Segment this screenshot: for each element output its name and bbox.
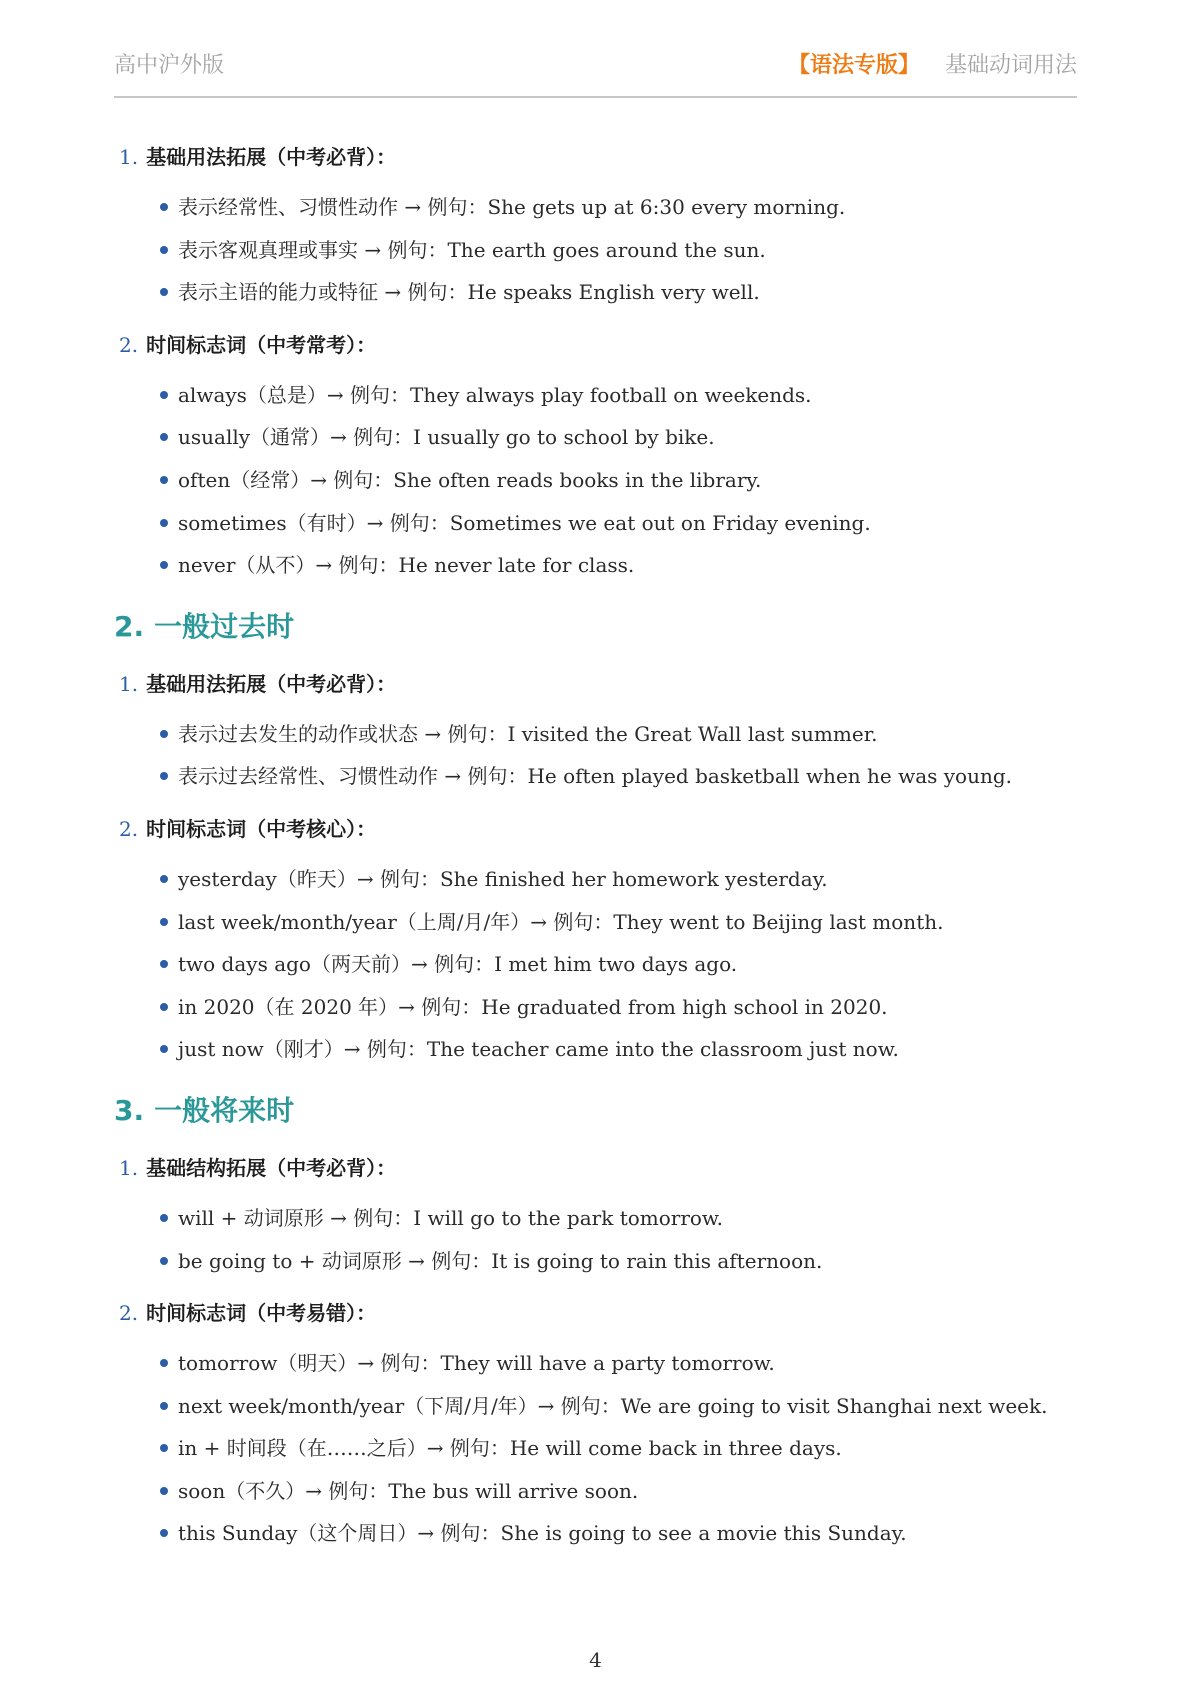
page-header [114,44,1077,98]
bullet-dot-icon [160,1045,168,1053]
list-item [114,1240,1091,1283]
section-heading [114,1093,1091,1129]
bullet-dot-icon [160,433,168,441]
list-item-text: in 2020（在 2020 年）→ 例句：He graduated from high school in 2020. [178,994,888,1019]
list-item [114,1028,1091,1071]
subsection-heading [119,1151,1091,1185]
list-item-text: tomorrow（明天）→ 例句：They will have a party tomorrow. [178,1351,775,1376]
bullet-dot-icon [160,1214,168,1222]
bullet-list [114,374,1091,587]
subsection [114,1296,1091,1555]
bullet-list [114,858,1091,1071]
section-title: 一般将来时 [154,1093,295,1127]
list-item [114,416,1091,459]
bullet-dot-icon [160,1359,168,1367]
section-title: 一般过去时 [154,609,295,643]
list-item [114,229,1091,272]
list-item [114,1385,1091,1428]
header-right [788,48,1077,79]
subsection-heading [119,667,1091,701]
bullet-dot-icon [160,918,168,926]
subsection [114,1151,1091,1282]
subsection-heading [119,328,1091,362]
list-item-text: just now（刚才）→ 例句：The teacher came into the classroom just now. [178,1037,899,1062]
subsection-heading [119,140,1091,174]
list-item [114,271,1091,314]
bullet-list [114,1342,1091,1555]
list-item [114,943,1091,986]
list-item-text: usually（通常）→ 例句：I usually go to school by bike. [178,425,715,450]
bullet-dot-icon [160,1257,168,1265]
bullet-dot-icon [160,1003,168,1011]
bullet-dot-icon [160,288,168,296]
bullet-dot-icon [160,246,168,254]
bullet-dot-icon [160,1402,168,1410]
bullet-dot-icon [160,203,168,211]
subsection-number: 2. [119,816,139,841]
list-item-text: 表示经常性、习惯性动作 → 例句：She gets up at 6:30 every morning. [178,195,846,219]
bullet-dot-icon [160,561,168,569]
section-number: 3. [114,1093,145,1127]
header-badge: 【语法专版】 [787,53,920,78]
page-number: 4 [589,1648,602,1672]
list-item [114,755,1091,798]
list-item-text: never（从不）→ 例句：He never late for class. [178,553,635,578]
subsection-label: 时间标志词（中考常考）： [146,332,377,357]
bullet-dot-icon [160,960,168,968]
subsection-label: 时间标志词（中考易错）： [146,1301,377,1326]
list-item [114,374,1091,417]
header-series-title: 高中沪外版 [114,53,225,78]
bullet-list [114,1197,1091,1282]
list-item [114,1427,1091,1470]
list-item-text: yesterday（昨天）→ 例句：She finished her homework yesterday. [178,866,828,891]
subsection-heading [119,812,1091,846]
subsection [114,328,1091,587]
subsection-label: 基础结构拓展（中考必背）： [146,1155,397,1180]
section-number: 2. [114,609,145,643]
bullet-list [114,186,1091,314]
subsection [114,667,1091,798]
document-body [114,140,1091,1569]
subsection-number: 1. [119,671,139,696]
bullet-dot-icon [160,1529,168,1537]
bullet-dot-icon [160,772,168,780]
subsection [114,812,1091,1071]
bullet-dot-icon [160,391,168,399]
list-item-text: 表示过去发生的动作或状态 → 例句：I visited the Great Wall last summer. [178,721,878,746]
list-item [114,1470,1091,1513]
subsection-label: 基础用法拓展（中考必背）： [146,671,397,696]
list-item-text: always（总是）→ 例句：They always play football on weekends. [178,382,812,407]
list-item-text: two days ago（两天前）→ 例句：I met him two days ago. [178,952,738,977]
header-subtitle: 基础动词用法 [944,53,1077,78]
list-item-text: last week/month/year（上周/月/年）→ 例句：They went to Beijing last month. [178,909,944,934]
subsection-label: 时间标志词（中考核心）： [146,816,377,841]
list-item [114,1197,1091,1240]
subsection-number: 2. [119,1301,139,1326]
list-item [114,713,1091,756]
list-item [114,1342,1091,1385]
section-heading [114,609,1091,645]
bullet-dot-icon [160,730,168,738]
list-item [114,858,1091,901]
subsection-number: 2. [119,332,139,357]
list-item-text: sometimes（有时）→ 例句：Sometimes we eat out on Friday evening. [178,510,871,535]
subsection-number: 1. [119,1155,139,1180]
list-item-text: be going to + 动词原形 → 例句：It is going to rain this afternoon. [178,1248,823,1273]
bullet-dot-icon [160,1487,168,1495]
list-item-text: next week/month/year（下周/月/年）→ 例句：We are going to visit Shanghai next week. [178,1393,1048,1418]
list-item-text: 表示客观真理或事实 → 例句：The earth goes around the sun. [178,237,766,262]
subsection-heading [119,1296,1091,1330]
list-item [114,901,1091,944]
list-item [114,186,1091,229]
list-item-text: 表示主语的能力或特征 → 例句：He speaks English very well. [178,280,760,305]
list-item-text: soon（不久）→ 例句：The bus will arrive soon. [178,1478,639,1503]
bullet-dot-icon [160,476,168,484]
bullet-dot-icon [160,1444,168,1452]
subsection-label: 基础用法拓展（中考必背）： [146,145,397,169]
list-item-text: this Sunday（这个周日）→ 例句：She is going to see a movie this Sunday. [178,1521,907,1546]
bullet-dot-icon [160,519,168,527]
bullet-dot-icon [160,875,168,883]
list-item-text: in + 时间段（在……之后）→ 例句：He will come back in three days. [178,1436,842,1461]
list-item [114,544,1091,587]
list-item [114,1512,1091,1555]
list-item [114,459,1091,502]
list-item-text: will + 动词原形 → 例句：I will go to the park tomorrow. [178,1205,724,1230]
list-item-text: 表示过去经常性、习惯性动作 → 例句：He often played basketball when he was young. [178,764,1013,789]
bullet-list [114,713,1091,798]
subsection [114,140,1091,314]
list-item [114,986,1091,1029]
list-item-text: often（经常）→ 例句：She often reads books in the library. [178,467,762,492]
subsection-number: 1. [119,145,139,169]
list-item [114,502,1091,545]
